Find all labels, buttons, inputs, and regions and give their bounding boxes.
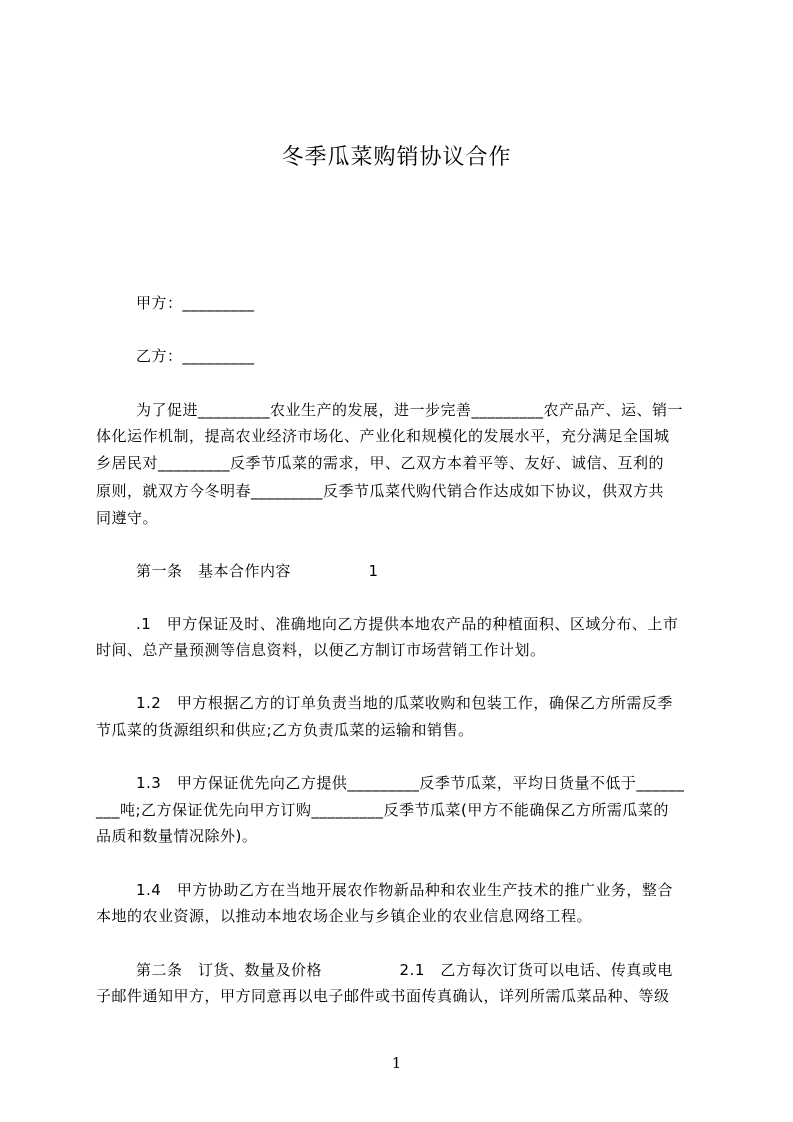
clause-1-2-line-2: 节瓜菜的货源组织和供应;乙方负责瓜菜的运输和销售。: [96, 721, 474, 739]
preamble-line-3: 乡居民对_________反季节瓜菜的需求，甲、乙双方本着平等、友好、诚信、互利的: [96, 454, 665, 472]
clause-1-1-line-2: 时间、总产量预测等信息资料，以便乙方制订市场营销工作计划。: [96, 641, 546, 659]
party-a-line: 甲方：_________: [136, 294, 255, 312]
preamble-line-2: 体化运作机制，提高农业经济市场化、产业化和规模化的发展水平，充分满足全国城: [96, 427, 670, 445]
clause-1-4-line-2: 本地的农业资源，以推动本地农场企业与乡镇企业的农业信息网络工程。: [96, 907, 593, 925]
clause-1-3-line-2: ___吨;乙方保证优先向甲方订购_________反季节瓜菜(甲方不能确保乙方所需瓜菜的: [96, 801, 669, 819]
preamble-line-5: 同遵守。: [96, 509, 159, 527]
clause-1-2-line-1: 1.2 甲方根据乙方的订单负责当地的瓜菜收购和包装工作，确保乙方所需反季: [136, 694, 673, 712]
preamble-line-1: 为了促进_________农业生产的发展，进一步完善_________农产品产、运、销一: [136, 401, 684, 419]
article-2-line-2: 子邮件通知甲方，甲方同意再以电子邮件或书面传真确认，详列所需瓜菜品种、等级: [96, 987, 670, 1005]
clause-1-3-line-1: 1.3 甲方保证优先向乙方提供_________反季节瓜菜，平均日货量不低于______: [136, 774, 685, 792]
article-2-line-1: 第二条 订货、数量及价格 2.1 乙方每次订货可以电话、传真或电: [136, 961, 673, 979]
document-title: 冬季瓜菜购销协议合作: [281, 145, 512, 170]
preamble-line-4: 原则，就双方今冬明春_________反季节瓜菜代购代销合作达成如下协议，供双方共: [96, 482, 665, 500]
clause-1-3-line-3: 品质和数量情况除外)。: [96, 827, 258, 845]
article-1-heading: 第一条 基本合作内容 1: [136, 562, 379, 580]
party-b-line: 乙方：_________: [136, 347, 255, 365]
clause-1-4-line-1: 1.4 甲方协助乙方在当地开展农作物新品种和农业生产技术的推广业务，整合: [136, 881, 673, 899]
clause-1-1-line-1: .1 甲方保证及时、准确地向乙方提供本地农产品的种植面积、区域分布、上市: [136, 615, 679, 633]
page-number: 1: [391, 1054, 402, 1072]
